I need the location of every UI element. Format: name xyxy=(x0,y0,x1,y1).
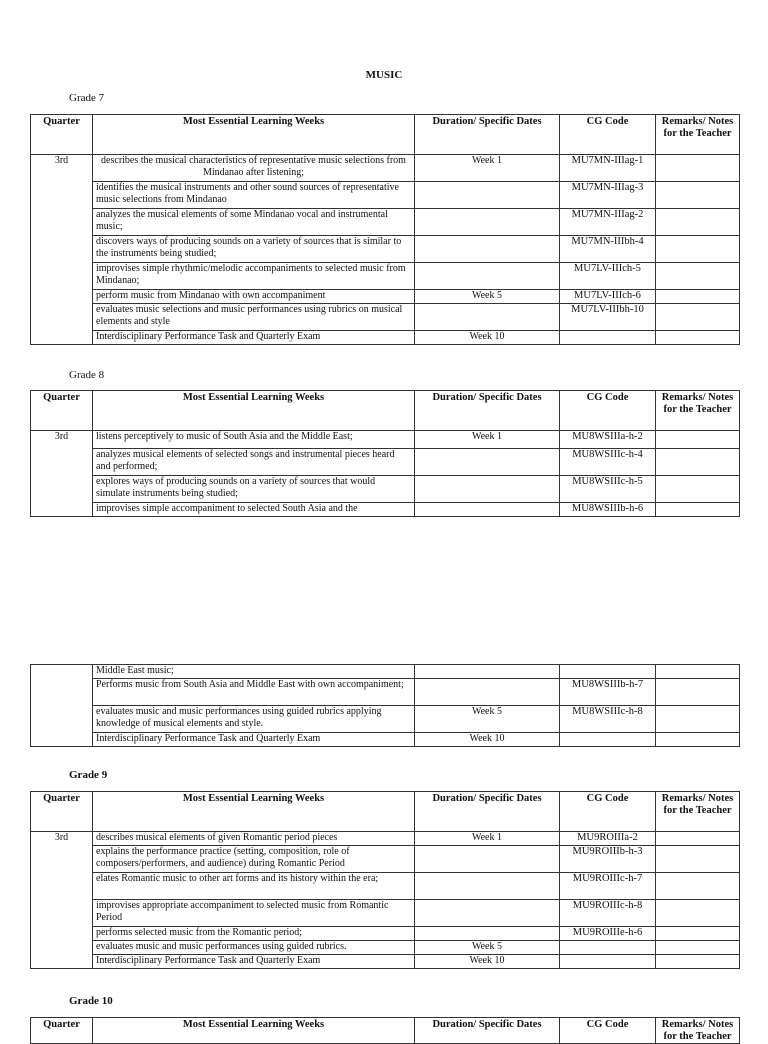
remarks-cell xyxy=(656,304,740,331)
table-row xyxy=(31,449,740,476)
duration-cell xyxy=(415,846,560,873)
header-melc: Most Essential Learning Weeks xyxy=(93,391,415,431)
cg-code-cell: MU7MN-IIIag-3 xyxy=(560,182,656,209)
competency-cell: improvises appropriate accompaniment to selected music from Romantic Period xyxy=(93,900,415,927)
table-row xyxy=(31,304,740,331)
competency-cell: Middle East music; xyxy=(93,665,415,679)
duration-cell: Week 1 xyxy=(415,155,560,182)
remarks-cell xyxy=(656,679,740,706)
remarks-cell xyxy=(656,927,740,941)
header-duration: Duration/ Specific Dates xyxy=(415,391,560,431)
duration-cell xyxy=(415,236,560,263)
duration-cell: Week 10 xyxy=(415,733,560,747)
cg-code-cell: MU8WSIIIb-h-7 xyxy=(560,679,656,706)
grade-10-label: Grade 10 xyxy=(69,995,113,1007)
remarks-cell xyxy=(656,431,740,449)
cg-code-cell: MU8WSIIIb-h-6 xyxy=(560,503,656,517)
table-row xyxy=(31,733,740,747)
competency-cell: Interdisciplinary Performance Task and Quarterly Exam xyxy=(93,733,415,747)
table-row xyxy=(31,955,740,969)
grade-8-table-continued xyxy=(30,664,740,747)
duration-cell xyxy=(415,679,560,706)
remarks-cell xyxy=(656,503,740,517)
table-row xyxy=(31,209,740,236)
quarter-cell: 3rd xyxy=(31,431,93,517)
cg-code-cell xyxy=(560,733,656,747)
duration-cell xyxy=(415,449,560,476)
competency-cell: improvises simple accompaniment to selected South Asia and the xyxy=(93,503,415,517)
duration-cell xyxy=(415,873,560,900)
remarks-cell xyxy=(656,873,740,900)
table-row xyxy=(31,503,740,517)
table-row xyxy=(31,236,740,263)
header-duration: Duration/ Specific Dates xyxy=(415,792,560,832)
competency-cell: describes the musical characteristics of representative music selections from Mindanao after listening; xyxy=(93,155,415,182)
grade-9-table xyxy=(30,791,740,969)
header-melc: Most Essential Learning Weeks xyxy=(93,115,415,155)
cg-code-cell xyxy=(560,955,656,969)
table-row xyxy=(31,900,740,927)
competency-cell: evaluates music selections and music performances using rubrics on musical elements and style xyxy=(93,304,415,331)
quarter-cell: 3rd xyxy=(31,832,93,969)
competency-cell: explains the performance practice (setting, composition, role of composers/performers, and audience) during Romantic Period xyxy=(93,846,415,873)
remarks-cell xyxy=(656,209,740,236)
competency-cell: improvises simple rhythmic/melodic accompaniments to selected music from Mindanao; xyxy=(93,263,415,290)
competency-cell: Interdisciplinary Performance Task and Quarterly Exam xyxy=(93,331,415,345)
cg-code-cell: MU8WSIIIc-h-4 xyxy=(560,449,656,476)
competency-cell: elates Romantic music to other art forms and its history within the era; xyxy=(93,873,415,900)
cg-code-cell: MU7MN-IIIbh-4 xyxy=(560,236,656,263)
duration-cell xyxy=(415,182,560,209)
table-row xyxy=(31,431,740,449)
cg-code-cell: MU7MN-IIIag-2 xyxy=(560,209,656,236)
duration-cell xyxy=(415,263,560,290)
header-quarter: Quarter xyxy=(31,115,93,155)
table-header-row xyxy=(31,391,740,431)
duration-cell xyxy=(415,927,560,941)
duration-cell xyxy=(415,900,560,927)
table-header-row xyxy=(31,115,740,155)
grade-7-table xyxy=(30,114,740,345)
duration-cell: Week 5 xyxy=(415,706,560,733)
grade-9-label: Grade 9 xyxy=(69,769,108,781)
table-row xyxy=(31,331,740,345)
cg-code-cell: MU9ROIIIb-h-3 xyxy=(560,846,656,873)
competency-cell: evaluates music and music performances using guided rubrics. xyxy=(93,941,415,955)
table-header-row xyxy=(31,792,740,832)
cg-code-cell: MU7LV-IIIch-5 xyxy=(560,263,656,290)
header-remarks: Remarks/ Notes for the Teacher xyxy=(656,391,740,431)
header-cg-code: CG Code xyxy=(560,391,656,431)
grade-8-table xyxy=(30,390,740,517)
table-row xyxy=(31,155,740,182)
competency-cell: perform music from Mindanao with own accompaniment xyxy=(93,290,415,304)
grade-7-label: Grade 7 xyxy=(69,92,105,104)
table-row xyxy=(31,873,740,900)
competency-cell: Interdisciplinary Performance Task and Quarterly Exam xyxy=(93,955,415,969)
header-duration: Duration/ Specific Dates xyxy=(415,1018,560,1044)
table-row xyxy=(31,927,740,941)
table-row xyxy=(31,476,740,503)
duration-cell xyxy=(415,209,560,236)
header-quarter: Quarter xyxy=(31,391,93,431)
remarks-cell xyxy=(656,331,740,345)
header-melc: Most Essential Learning Weeks xyxy=(93,1018,415,1044)
table-row xyxy=(31,832,740,846)
duration-cell: Week 10 xyxy=(415,331,560,345)
header-remarks: Remarks/ Notes for the Teacher xyxy=(656,115,740,155)
table-row xyxy=(31,263,740,290)
header-cg-code: CG Code xyxy=(560,1018,656,1044)
table-row xyxy=(31,665,740,679)
cg-code-cell: MU9ROIIIc-h-8 xyxy=(560,900,656,927)
header-remarks: Remarks/ Notes for the Teacher xyxy=(656,792,740,832)
remarks-cell xyxy=(656,155,740,182)
table-row xyxy=(31,679,740,706)
duration-cell xyxy=(415,503,560,517)
table-row xyxy=(31,290,740,304)
cg-code-cell: MU7LV-IIIch-6 xyxy=(560,290,656,304)
competency-cell: performs selected music from the Romantic period; xyxy=(93,927,415,941)
remarks-cell xyxy=(656,476,740,503)
competency-cell: Performs music from South Asia and Middle East with own accompaniment; xyxy=(93,679,415,706)
header-duration: Duration/ Specific Dates xyxy=(415,115,560,155)
duration-cell: Week 1 xyxy=(415,431,560,449)
competency-cell: listens perceptively to music of South Asia and the Middle East; xyxy=(93,431,415,449)
remarks-cell xyxy=(656,290,740,304)
remarks-cell xyxy=(656,941,740,955)
duration-cell: Week 1 xyxy=(415,832,560,846)
cg-code-cell xyxy=(560,941,656,955)
header-cg-code: CG Code xyxy=(560,115,656,155)
cg-code-cell: MU9ROIIIc-h-7 xyxy=(560,873,656,900)
competency-cell: discovers ways of producing sounds on a variety of sources that is similar to the instruments being studied; xyxy=(93,236,415,263)
competency-cell: analyzes musical elements of selected songs and instrumental pieces heard and performed; xyxy=(93,449,415,476)
duration-cell xyxy=(415,476,560,503)
grade-10-table xyxy=(30,1017,740,1044)
remarks-cell xyxy=(656,236,740,263)
competency-cell: identifies the musical instruments and other sound sources of representative music selections from Mindanao xyxy=(93,182,415,209)
cg-code-cell: MU9ROIIIa-2 xyxy=(560,832,656,846)
cg-code-cell: MU8WSIIIa-h-2 xyxy=(560,431,656,449)
header-quarter: Quarter xyxy=(31,1018,93,1044)
cg-code-cell: MU8WSIIIc-h-5 xyxy=(560,476,656,503)
cg-code-cell: MU9ROIIIe-h-6 xyxy=(560,927,656,941)
cg-code-cell xyxy=(560,331,656,345)
duration-cell xyxy=(415,304,560,331)
remarks-cell xyxy=(656,263,740,290)
header-cg-code: CG Code xyxy=(560,792,656,832)
grade-8-label: Grade 8 xyxy=(69,369,105,381)
cg-code-cell xyxy=(560,665,656,679)
duration-cell: Week 5 xyxy=(415,941,560,955)
remarks-cell xyxy=(656,665,740,679)
table-header-row xyxy=(31,1018,740,1044)
competency-cell: describes musical elements of given Romantic period pieces xyxy=(93,832,415,846)
table-row xyxy=(31,941,740,955)
duration-cell: Week 5 xyxy=(415,290,560,304)
document-title: MUSIC xyxy=(365,69,403,81)
quarter-cell xyxy=(31,665,93,747)
header-melc: Most Essential Learning Weeks xyxy=(93,792,415,832)
competency-cell: analyzes the musical elements of some Mindanao vocal and instrumental music; xyxy=(93,209,415,236)
remarks-cell xyxy=(656,449,740,476)
competency-cell: evaluates music and music performances using guided rubrics applying knowledge of musical elements and style. xyxy=(93,706,415,733)
remarks-cell xyxy=(656,832,740,846)
remarks-cell xyxy=(656,900,740,927)
remarks-cell xyxy=(656,733,740,747)
duration-cell: Week 10 xyxy=(415,955,560,969)
cg-code-cell: MU8WSIIIc-h-8 xyxy=(560,706,656,733)
table-row xyxy=(31,706,740,733)
table-row xyxy=(31,846,740,873)
quarter-cell: 3rd xyxy=(31,155,93,345)
cg-code-cell: MU7LV-IIIbh-10 xyxy=(560,304,656,331)
remarks-cell xyxy=(656,846,740,873)
duration-cell xyxy=(415,665,560,679)
table-row xyxy=(31,182,740,209)
remarks-cell xyxy=(656,182,740,209)
remarks-cell xyxy=(656,706,740,733)
cg-code-cell: MU7MN-IIIag-1 xyxy=(560,155,656,182)
competency-cell: explores ways of producing sounds on a variety of sources that would simulate instruments being studied; xyxy=(93,476,415,503)
remarks-cell xyxy=(656,955,740,969)
header-remarks: Remarks/ Notes for the Teacher xyxy=(656,1018,740,1044)
header-quarter: Quarter xyxy=(31,792,93,832)
